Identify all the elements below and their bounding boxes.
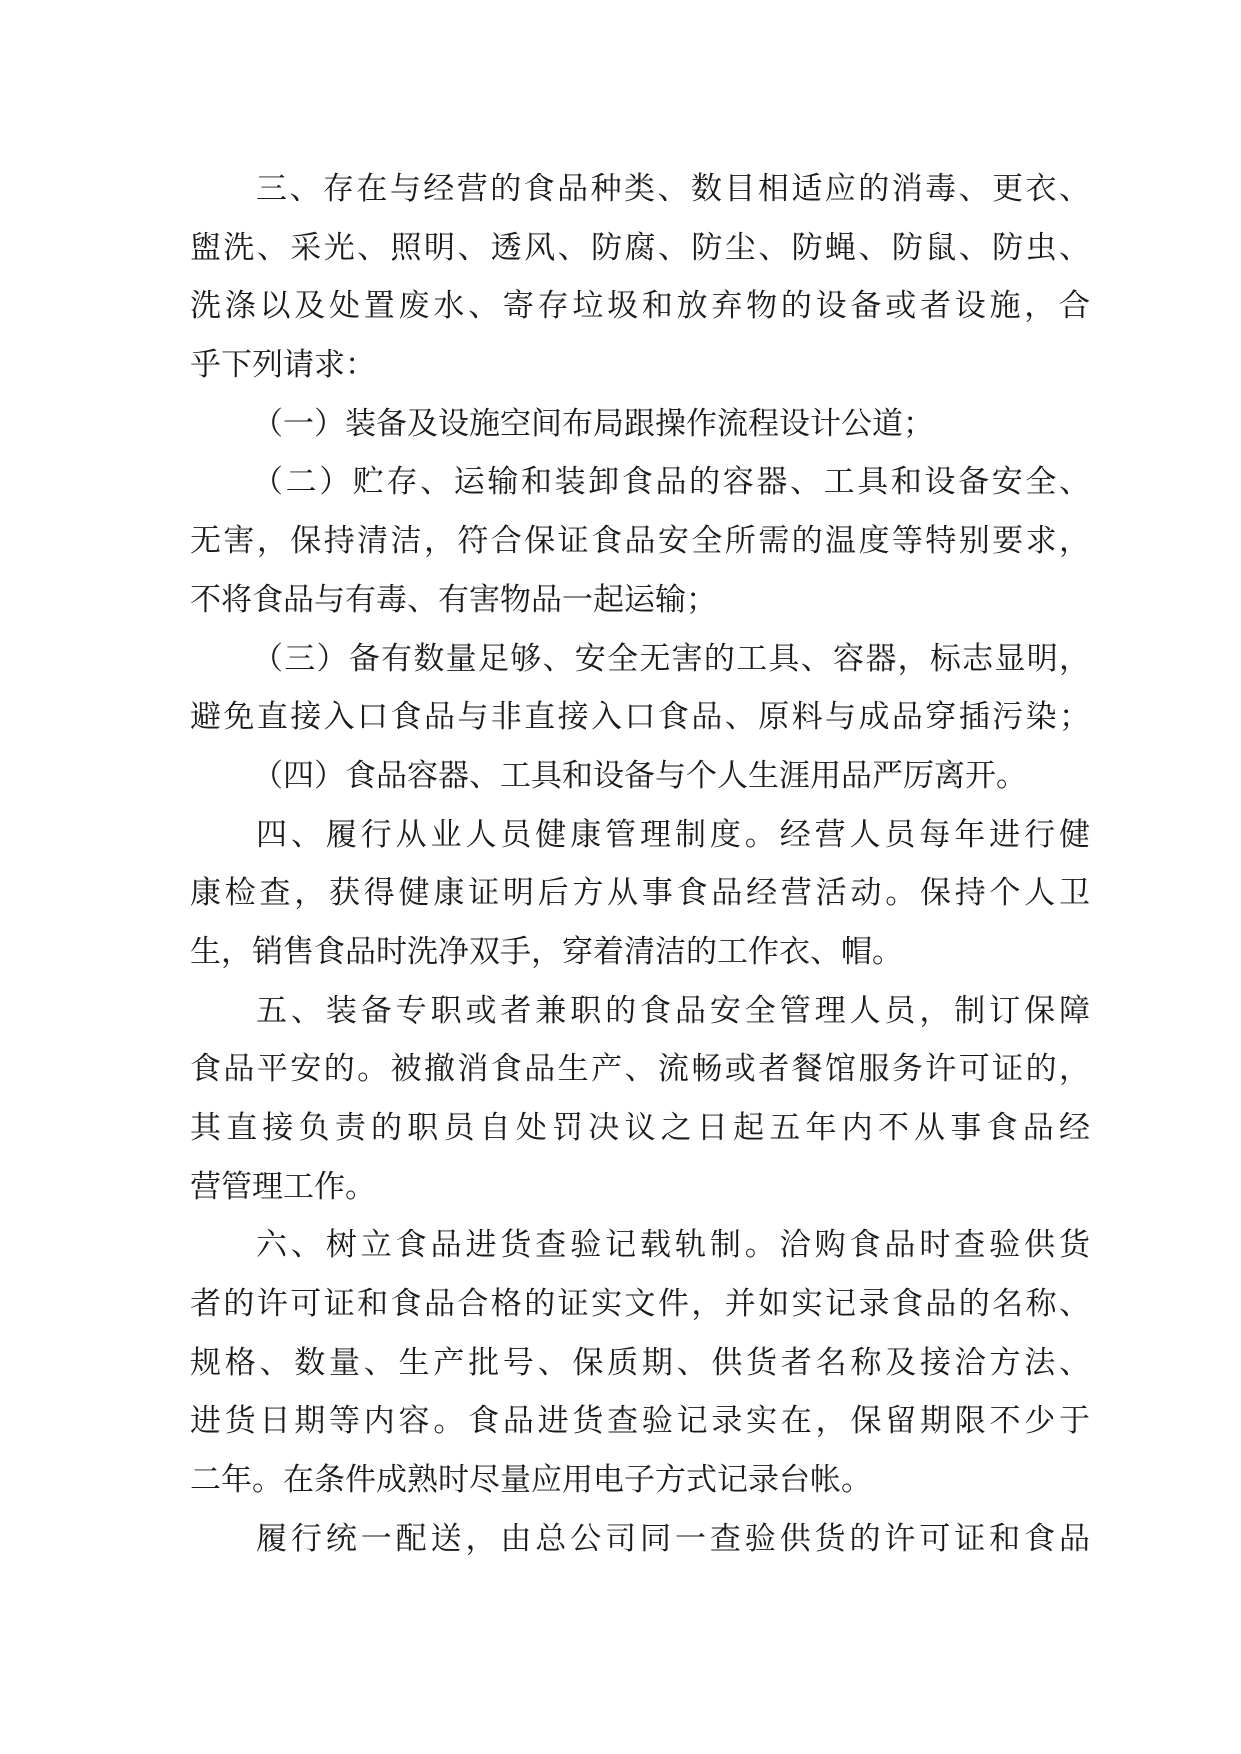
text-line: 生，销售食品时洗净双手，穿着清洁的工作衣、帽。: [190, 933, 903, 970]
text-line: 三、存在与经营的食品种类、数目相适应的消毒、更衣、: [256, 171, 1090, 207]
text-line: 乎下列请求：: [190, 347, 376, 384]
text-line: 六、树立食品进货查验记载轨制。洽购食品时查验供货: [256, 1227, 1090, 1264]
text-line: 食品平安的。被撤消食品生产、流畅或者餐馆服务许可证的，: [190, 1051, 1090, 1088]
text-line: 进货日期等内容。食品进货查验记录实在，保留期限不少于: [190, 1403, 1090, 1440]
text-line: 其直接负责的职员自处罚决议之日起五年内不从事食品经: [190, 1110, 1090, 1146]
text-line: 康检查，获得健康证明后方从事食品经营活动。保持个人卫: [190, 875, 1090, 912]
text-line: （四）食品容器、工具和设备与个人生涯用品严厉离开。: [252, 757, 1027, 794]
text-line: 四、履行从业人员健康管理制度。经营人员每年进行健: [256, 816, 1090, 853]
text-line: 履行统一配送，由总公司同一查验供货的许可证和食品: [256, 1520, 1090, 1557]
text-line: 者的许可证和食品合格的证实文件，并如实记录食品的名称、: [190, 1286, 1090, 1323]
text-line: 规格、数量、生产批号、保质期、供货者名称及接洽方法、: [190, 1344, 1090, 1381]
text-line: 盥洗、采光、照明、透风、防腐、防尘、防蝇、防鼠、防虫、: [190, 229, 1090, 266]
text-line: 洗涤以及处置废水、寄存垃圾和放弃物的设备或者设施，合: [190, 288, 1090, 325]
text-line: 避免直接入口食品与非直接入口食品、原料与成品穿插污染；: [190, 699, 1090, 736]
text-line: 不将食品与有毒、有害物品一起运输；: [190, 581, 717, 618]
text-line: （一）装备及设施空间布局跟操作流程设计公道；: [252, 405, 934, 442]
text-line: 五、装备专职或者兼职的食品安全管理人员，制订保障: [256, 992, 1090, 1029]
document-body: [190, 160, 1090, 1569]
text-line: 营管理工作。: [190, 1168, 376, 1205]
text-line: 二年。在条件成熟时尽量应用电子方式记录台帐。: [190, 1462, 872, 1499]
text-line: （三）备有数量足够、安全无害的工具、容器，标志显明，: [252, 640, 1090, 677]
text-line: 无害，保持清洁，符合保证食品安全所需的温度等特别要求，: [190, 523, 1090, 560]
text-line: （二）贮存、运输和装卸食品的容器、工具和设备安全、: [252, 464, 1090, 501]
